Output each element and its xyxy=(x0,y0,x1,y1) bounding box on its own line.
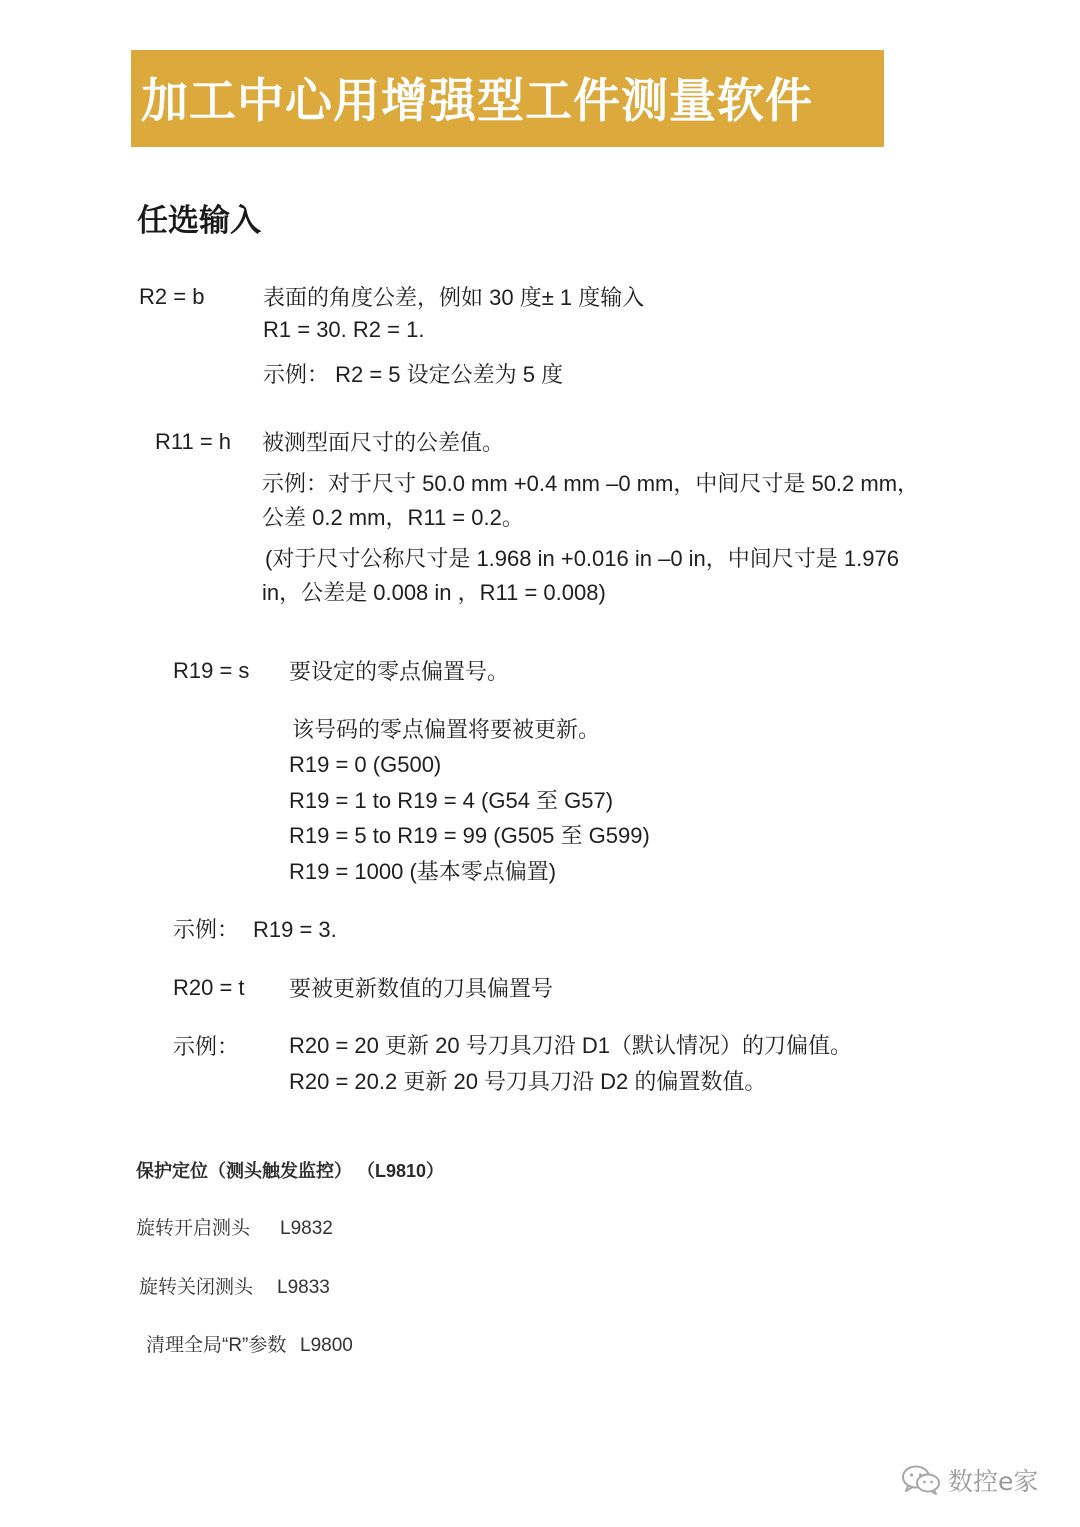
r11-inch-line1: (对于尺寸公称尺寸是 1.968 in +0.016 in –0 in，中间尺寸是 1.976 xyxy=(265,546,899,571)
r20-example-2: R20 = 20.2 更新 20 号刀具刀沿 D2 的偏置数值。 xyxy=(289,1069,767,1094)
protect-item-code: L9832 xyxy=(280,1218,333,1239)
r20-label: R20 = t xyxy=(173,975,245,1000)
r11-label: R11 = h xyxy=(155,429,232,454)
watermark-text: 数控e家 xyxy=(948,1467,1039,1496)
protect-item-label: 旋转开启测头 xyxy=(136,1218,251,1239)
r11-example-line1: 示例：对于尺寸 50.0 mm +0.4 mm –0 mm，中间尺寸是 50.2 mm， xyxy=(262,471,920,496)
r11-example-line2: 公差 0.2 mm，R11 = 0.2。 xyxy=(262,505,524,530)
page-title: 加工中心用增强型工件测量软件 xyxy=(141,74,813,129)
protect-item-code: L9833 xyxy=(277,1277,330,1298)
watermark xyxy=(900,1460,1038,1500)
r11-inch-line2: in，公差是 0.008 in ，R11 = 0.008) xyxy=(262,580,606,605)
r19-option-0: R19 = 0 (G500) xyxy=(289,752,442,777)
protect-section-title: 保护定位（测头触发监控） （L9810） xyxy=(136,1161,445,1181)
r11-description: 被测型面尺寸的公差值。 xyxy=(262,430,505,455)
r19-example-value: R19 = 3. xyxy=(253,917,337,942)
r2-example: 示例： R2 = 5 设定公差为 5 度 xyxy=(263,362,564,387)
protect-item-label: 清理全局“R”参数 xyxy=(146,1335,287,1356)
r19-option-1-4: R19 = 1 to R19 = 4 (G54 至 G57) xyxy=(289,788,614,813)
section-title: 任选输入 xyxy=(137,203,261,239)
r20-example-label: 示例： xyxy=(173,1034,240,1059)
r19-note: 该号码的零点偏置将要被更新。 xyxy=(292,717,601,742)
r20-description: 要被更新数值的刀具偏置号 xyxy=(289,976,554,1001)
r19-example-label: 示例： xyxy=(173,917,240,942)
r19-option-1000: R19 = 1000 (基本零点偏置) xyxy=(289,859,557,884)
r19-option-5-99: R19 = 5 to R19 = 99 (G505 至 G599) xyxy=(289,823,650,848)
wechat-icon xyxy=(900,1464,944,1496)
protect-item-label: 旋转关闭测头 xyxy=(139,1277,254,1298)
r20-example-1: R20 = 20 更新 20 号刀具刀沿 D1（默认情况）的刀偏值。 xyxy=(289,1033,852,1058)
r2-example-input: R1 = 30. R2 = 1. xyxy=(263,317,425,342)
r19-label: R19 = s xyxy=(173,658,250,683)
protect-item-code: L9800 xyxy=(300,1335,353,1356)
title-banner xyxy=(131,50,884,147)
r2-description: 表面的角度公差，例如 30 度± 1 度输入 xyxy=(263,285,645,310)
r2-label: R2 = b xyxy=(139,284,205,309)
r19-description: 要设定的零点偏置号。 xyxy=(289,659,510,684)
